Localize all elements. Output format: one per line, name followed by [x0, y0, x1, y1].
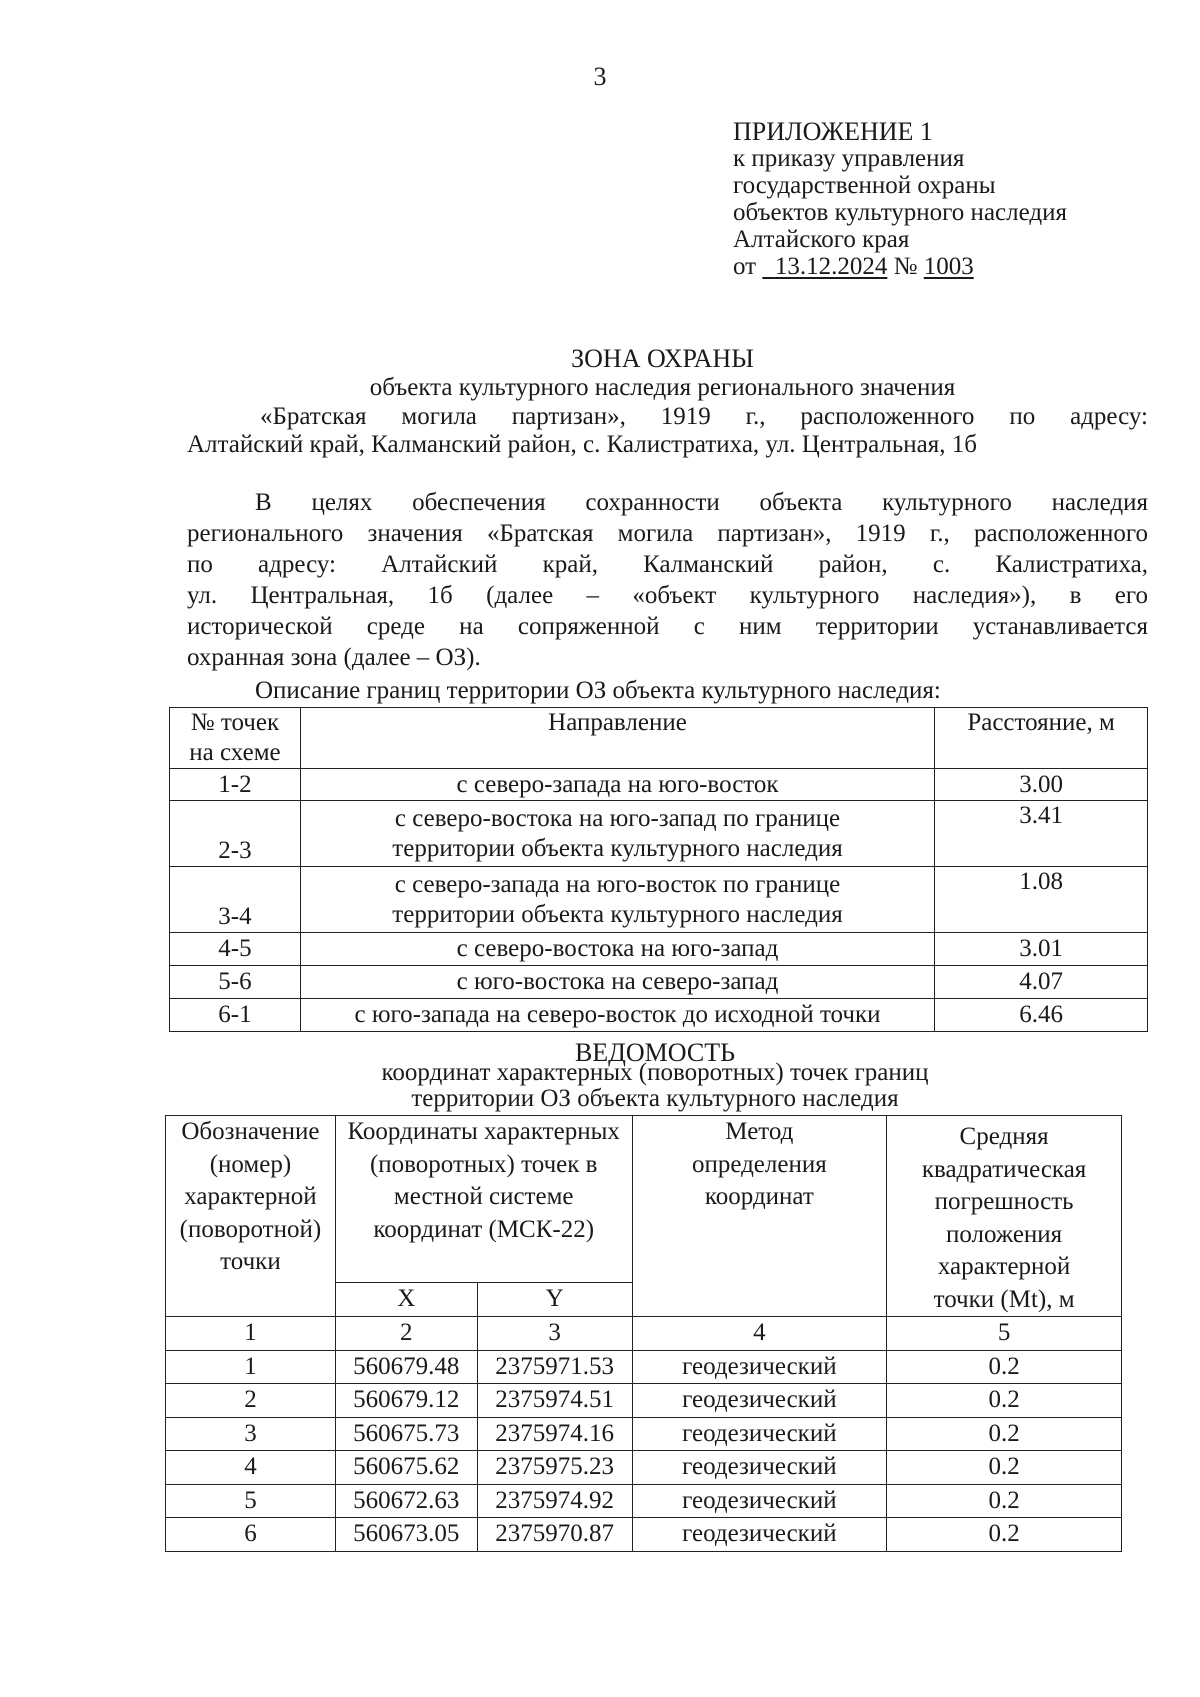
mt-cell: 0.2 [887, 1484, 1122, 1518]
statement-title: ВЕДОМОСТЬ [574, 1038, 736, 1067]
point-cell: 3 [166, 1417, 336, 1451]
statement-line: координат характерных (поворотных) точек границ [381, 1059, 929, 1086]
appendix-title: ПРИЛОЖЕНИЕ 1 [733, 117, 933, 146]
appendix-line: Алтайского края [733, 226, 910, 253]
page-number: 3 [593, 62, 607, 91]
header-designation: Обозначение (номер) характерной (поворотной) точки [166, 1116, 336, 1317]
points-cell: 3-4 [170, 867, 301, 933]
header-method: Метод определения координат [632, 1116, 887, 1317]
x-cell: 560673.05 [335, 1518, 477, 1552]
boundaries-table [169, 707, 1148, 1032]
mt-cell: 0.2 [887, 1417, 1122, 1451]
table-row [166, 1350, 1122, 1384]
mt-cell: 0.2 [887, 1350, 1122, 1384]
table-row [170, 999, 1148, 1032]
paragraph-line: исторической среде на сопряженной с ним территории устанавливается [187, 613, 1148, 640]
number-sign: № [893, 253, 918, 280]
column-number: 3 [477, 1317, 632, 1351]
distance-cell: 3.01 [935, 933, 1148, 966]
points-cell: 4-5 [170, 933, 301, 966]
heading-line: Алтайский край, Калманский район, с. Калистратиха, ул. Центральная, 1б [187, 431, 977, 458]
paragraph-line: охранная зона (далее – ОЗ). [187, 644, 481, 671]
column-number: 1 [166, 1317, 336, 1351]
coordinates-table [165, 1115, 1122, 1552]
appendix-line: к приказу управления [733, 145, 965, 172]
table-row [170, 933, 1148, 966]
date-prefix: от [733, 253, 757, 280]
point-cell: 2 [166, 1384, 336, 1418]
paragraph-line: В целях обеспечения сохранности объекта культурного наследия [255, 489, 1148, 516]
appendix-date-line [733, 253, 1067, 280]
point-cell: 4 [166, 1451, 336, 1485]
header-x: X [335, 1282, 477, 1316]
y-cell: 2375974.51 [477, 1384, 632, 1418]
mt-cell: 0.2 [887, 1451, 1122, 1485]
distance-cell: 3.00 [935, 769, 1148, 801]
method-cell: геодезический [632, 1417, 887, 1451]
column-number: 2 [335, 1317, 477, 1351]
x-cell: 560679.12 [335, 1384, 477, 1418]
appendix-block [733, 118, 1067, 280]
column-number: 5 [887, 1317, 1122, 1351]
method-cell: геодезический [632, 1484, 887, 1518]
table-row [166, 1518, 1122, 1552]
header-points: № точек на схеме [170, 708, 301, 769]
direction-cell: с юго-запада на северо-восток до исходной точки [300, 999, 934, 1032]
heading-line: «Братская могила партизан», 1919 г., расположенного по адресу: [260, 403, 1148, 430]
direction-cell: с северо-запада на юго-восток [300, 769, 934, 801]
header-coordinates: Координаты характерных (поворотных) точек в местной системе координат (МСК-22) [335, 1116, 632, 1283]
table-row [166, 1384, 1122, 1418]
x-cell: 560679.48 [335, 1350, 477, 1384]
header-error: Средняя квадратическая погрешность положения характерной точки (Mt), м [887, 1116, 1122, 1317]
mt-cell: 0.2 [887, 1518, 1122, 1552]
y-cell: 2375974.92 [477, 1484, 632, 1518]
table-row [170, 966, 1148, 999]
mt-cell: 0.2 [887, 1384, 1122, 1418]
points-cell: 2-3 [170, 801, 301, 867]
order-number: 1003 [923, 253, 974, 280]
table-header-row [170, 708, 1148, 769]
paragraph-line: ул. Центральная, 1б (далее – «объект культурного наследия»), в его [187, 582, 1148, 609]
table-row [166, 1417, 1122, 1451]
distance-cell: 3.41 [935, 801, 1148, 867]
point-cell: 6 [166, 1518, 336, 1552]
x-cell: 560675.62 [335, 1451, 477, 1485]
table-row [166, 1451, 1122, 1485]
points-cell: 6-1 [170, 999, 301, 1032]
zone-title: ЗОНА ОХРАНЫ [571, 344, 754, 373]
y-cell: 2375974.16 [477, 1417, 632, 1451]
order-date: 13.12.2024 [774, 253, 888, 280]
paragraph-line: регионального значения «Братская могила партизан», 1919 г., расположенного [187, 520, 1148, 547]
heading-line: объекта культурного наследия регионального значения [369, 374, 956, 401]
table-header-row [166, 1116, 1122, 1283]
method-cell: геодезический [632, 1451, 887, 1485]
method-cell: геодезический [632, 1384, 887, 1418]
point-cell: 1 [166, 1350, 336, 1384]
table-row [170, 801, 1148, 867]
appendix-line: государственной охраны [733, 172, 996, 199]
x-cell: 560672.63 [335, 1484, 477, 1518]
method-cell: геодезический [632, 1350, 887, 1384]
appendix-line: объектов культурного наследия [733, 199, 1067, 226]
header-distance: Расстояние, м [935, 708, 1148, 769]
points-cell: 5-6 [170, 966, 301, 999]
direction-cell: с северо-востока на юго-запад [300, 933, 934, 966]
y-cell: 2375975.23 [477, 1451, 632, 1485]
points-cell: 1-2 [170, 769, 301, 801]
statement-line: территории ОЗ объекта культурного наследия [411, 1085, 899, 1112]
distance-cell: 1.08 [935, 867, 1148, 933]
column-number-row [166, 1317, 1122, 1351]
table-row [170, 867, 1148, 933]
y-cell: 2375970.87 [477, 1518, 632, 1552]
header-direction: Направление [300, 708, 934, 769]
y-cell: 2375971.53 [477, 1350, 632, 1384]
table-row [170, 769, 1148, 801]
header-y: Y [477, 1282, 632, 1316]
method-cell: геодезический [632, 1518, 887, 1552]
distance-cell: 4.07 [935, 966, 1148, 999]
boundaries-caption: Описание границ территории ОЗ объекта культурного наследия: [255, 677, 941, 704]
table-row [166, 1484, 1122, 1518]
direction-cell: с юго-востока на северо-запад [300, 966, 934, 999]
point-cell: 5 [166, 1484, 336, 1518]
column-number: 4 [632, 1317, 887, 1351]
paragraph-line: по адресу: Алтайский край, Калманский район, с. Калистратиха, [187, 551, 1148, 578]
x-cell: 560675.73 [335, 1417, 477, 1451]
distance-cell: 6.46 [935, 999, 1148, 1032]
direction-cell: с северо-востока на юго-запад по границе территории объекта культурного наследия [300, 801, 934, 867]
direction-cell: с северо-запада на юго-восток по границе территории объекта культурного наследия [300, 867, 934, 933]
